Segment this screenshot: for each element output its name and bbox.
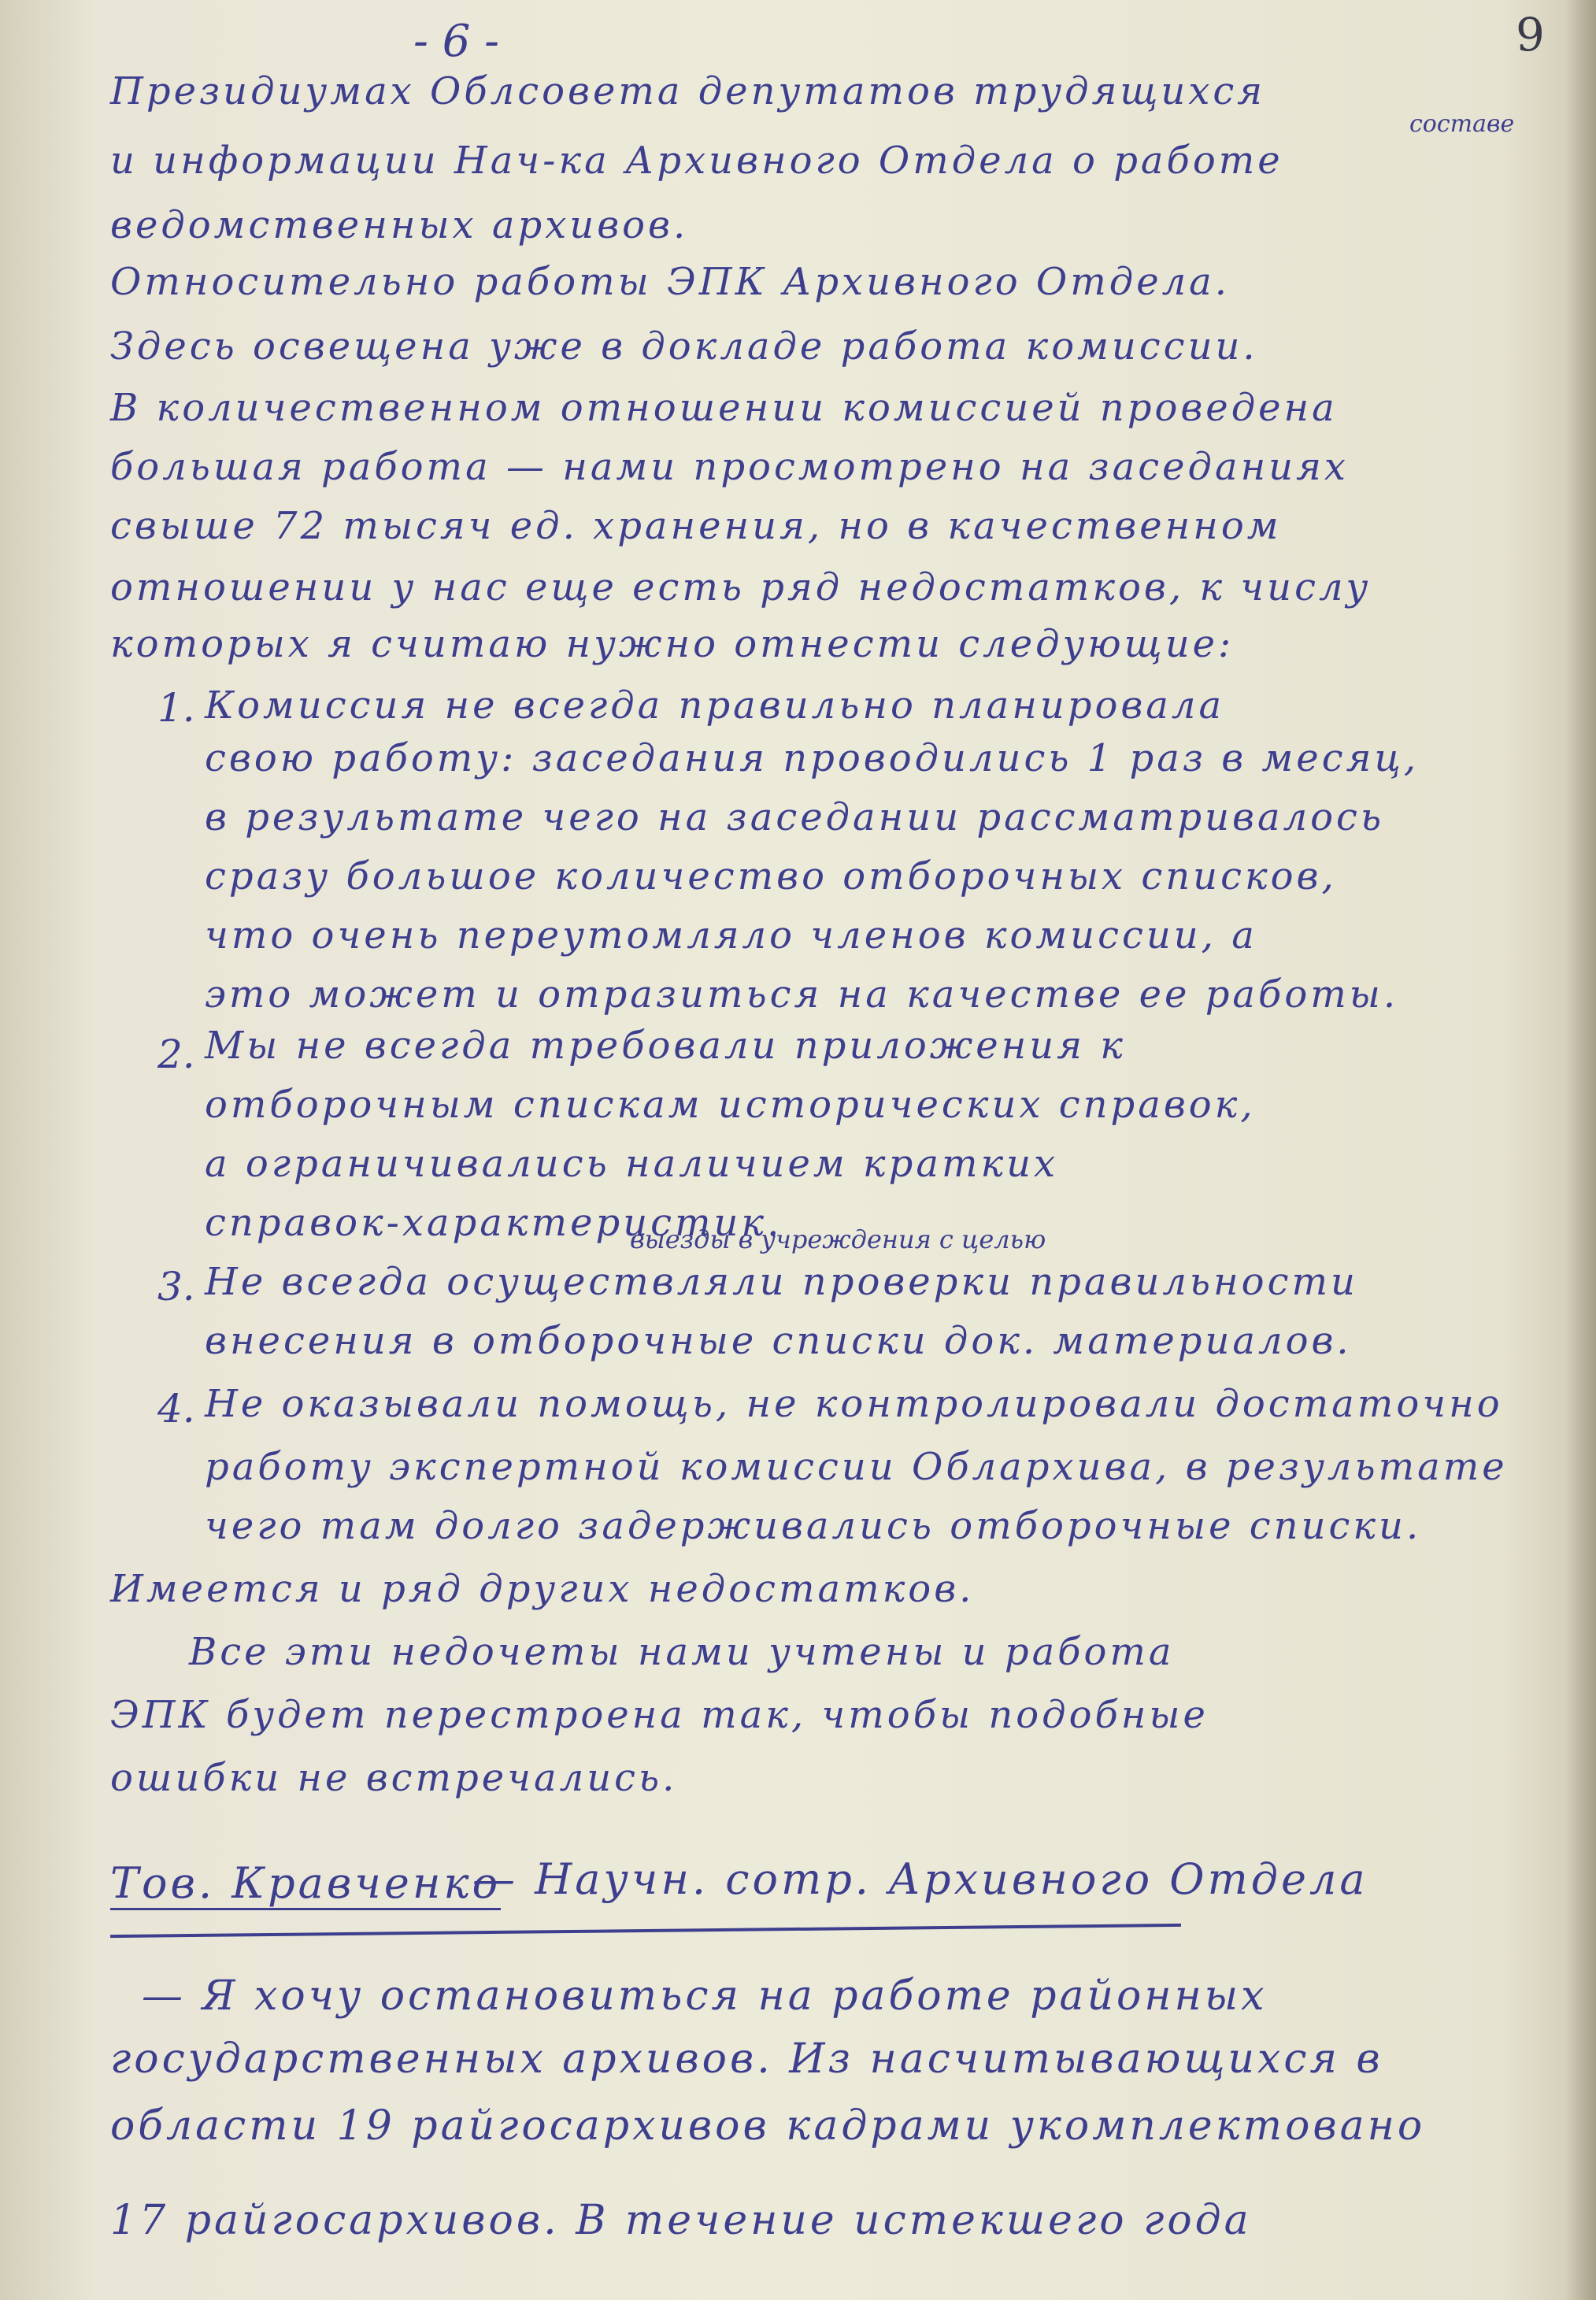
- text-line: Относительно работы ЭПК Архивного Отдела.: [110, 260, 1231, 304]
- list-item-line: справок-характеристик.: [205, 1201, 783, 1245]
- page-edge-shadow: [1565, 0, 1596, 2300]
- text-line: ошибки не встречались.: [110, 1756, 678, 1800]
- list-item-line: внесения в отборочные списки док. материалов.: [205, 1319, 1352, 1363]
- text-line: Здесь освещена уже в докладе работа комиссии.: [110, 324, 1258, 369]
- text-line: ЭПК будет перестроена так, чтобы подобные: [110, 1693, 1209, 1737]
- list-item-line: Не оказывали помощь, не контролировали достаточно: [205, 1382, 1503, 1426]
- list-item-line: работу экспертной комиссии Облархива, в результате: [205, 1445, 1508, 1489]
- insertion-above-line: выезды в учреждения с целью: [630, 1224, 1046, 1254]
- text-line: большая работа — нами просмотрено на заседаниях: [110, 445, 1349, 489]
- list-item-line: отборочным спискам исторических справок,: [205, 1083, 1256, 1127]
- section-divider: [110, 1924, 1181, 1938]
- list-item-line: Мы не всегда требовали приложения к: [205, 1024, 1126, 1068]
- text-line: Имеется и ряд других недостатков.: [110, 1567, 975, 1611]
- page-number: - 6 -: [413, 16, 500, 67]
- speaker-name-text: Тов. Кравченко: [110, 1858, 501, 1910]
- list-item-line: чего там долго задерживались отборочные списки.: [205, 1504, 1422, 1548]
- list-number: 2.: [157, 1031, 195, 1077]
- list-number: 3.: [157, 1264, 195, 1309]
- list-item-line: это может и отразиться на качестве ее работы.: [205, 972, 1399, 1017]
- archive-folio-number: 9: [1516, 8, 1545, 61]
- list-number: 1.: [157, 685, 195, 731]
- text-line: ведомственных архивов.: [110, 203, 689, 247]
- text-line: свыше 72 тысяч ед. хранения, но в качественном: [110, 504, 1282, 548]
- insertion-above-line: составе: [1409, 110, 1515, 138]
- text-line: 17 райгосархивов. В течение истекшего года: [110, 2197, 1252, 2244]
- list-item-line: а ограничивались наличием кратких: [205, 1142, 1059, 1186]
- text-line: области 19 райгосархивов кадрами укомплектовано: [110, 2102, 1426, 2150]
- text-line: Президиумах Облсовета депутатов трудящихся: [110, 69, 1266, 113]
- list-item-line: что очень переутомляло членов комиссии, а: [205, 913, 1257, 957]
- text-line: которых я считаю нужно отнести следующие:: [110, 622, 1235, 666]
- text-line: отношении у нас еще есть ряд недостатков, к числу: [110, 565, 1372, 609]
- text-line: Все эти недочеты нами учтены и работа: [189, 1630, 1175, 1674]
- text-line: государственных архивов. Из насчитывающихся в: [110, 2035, 1383, 2083]
- speaker-name: [110, 1858, 501, 1908]
- text-line: В количественном отношении комиссией проведена: [110, 386, 1338, 430]
- list-item-line: Не всегда осуществляли проверки правильности: [205, 1260, 1358, 1304]
- text-line: — Я хочу остановиться на работе районных: [142, 1972, 1268, 2020]
- list-item-line: свою работу: заседания проводились 1 раз в месяц,: [205, 736, 1420, 780]
- list-item-line: сразу большое количество отборочных списков,: [205, 854, 1337, 898]
- speaker-role: — Научн. сотр. Архивного Отдела: [472, 1854, 1368, 1904]
- list-number: 4.: [157, 1386, 195, 1431]
- list-item-line: Комиссия не всегда правильно планировала: [205, 683, 1225, 728]
- list-item-line: в результате чего на заседании рассматривалось: [205, 795, 1385, 839]
- text-line: и информации Нач-ка Архивного Отдела о работе: [110, 139, 1283, 183]
